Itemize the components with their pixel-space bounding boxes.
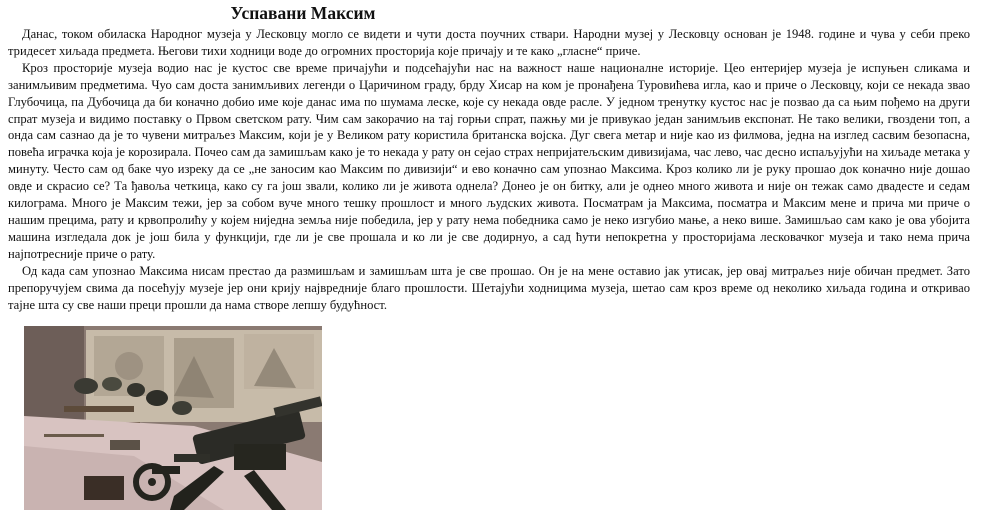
- paragraph-conclusion: Од када сам упознао Максима нисам престао да размишљам и замишљам шта је све прошао. Он је на мене оставио јак утисак, јер овај митраљез није обичан предмет. Зато препоручујем свима да посећују музеје јер они крију највредније благо прошлости. Шетајући ходницима музеја, шетао сам кроз време од неколико хиљада година и откривао тајне шта су све наши преци прошли да нама створе лепшу будућност.: [8, 263, 970, 312]
- paragraph-main: Кроз просторије музеја водио нас је кустос све време причајући и подсећајући нас на важност наше националне историје. Цео ентеријер музеја је испуњен сликама и занимљивим предметима. Чуо сам доста занимљивих легенди о Царичином граду, брду Хисар на ком је пронађена Туровићева игла, као и приче о Лесковцу, који се некада звао Глубочица, па Дубочица да би коначно добио име које данас има по шумама леске, које су некада овде расле. У једном тренутку кустос нас је позвао да са њим пођемо на други спрат музеја и видимо поставку о Првом светском рату. Чим сам закорачио на тај горњи спрат, пажњу ми је привукао један занимљив експонат. Не тако велики, гвоздени топ, а онда сам сазнао да је то чувени митраљез Максим, који је у Великом рату користила британска војска. Дуг свега метар и није као из филмова, једна на изглед сасвим безопасна, повећа играчка која је корозирала. Почео сам да замишљам како је то некада у рату он сејао страх непријатељским дивизијама, час лево, час десно испаљујући на хиљаде метака у минуту. Често сам од баке чуо изреку да се „не заносим као Максим по дивизији“ и ево коначно сам упознао Максима. Кроз колико ли је руку прошао док коначно није дошао овде и скрасио се? Та ђавоља четкица, како су га још звали, колико ли је живота однела? Донео је он битку, али је однео много живота и није он тежак само двадесте и седам килограма. Много је Максим тежи, јер за собом вуче много тешку прошлост и много људских живота. Посматрам ја Максима, посматра и Максим мене и прича ми приче о нашим прецима, рату и крвопролићу у којем ниједна земља није победила, јер у рату нема победника само је неко изгубио мање, а неко више. Замишљао сам како је ова убојита машина изгледала док је још била у функцији, где ли је све прошала и ко ли је све додирнуо, а сад ћути непокретна у просторијама лесковачког музеја и тако нема прича најпотресније приче о рату.: [8, 60, 970, 261]
- article-body: [8, 26, 970, 313]
- museum-machine-gun-photo: [24, 326, 322, 510]
- article-title: Успавани Максим: [230, 3, 376, 23]
- photo-helmet: [74, 378, 98, 394]
- paragraph-intro: Данас, током обиласка Народног музеја у Лесковцу могло се видети и чути доста поучних ствари. Народни музеј у Лесковцу основан је 1948. године и чува у себи преко тридесет хиљада предмета. Његови тихи ходници воде до огромних просторија које причају и те како „гласне“ приче.: [8, 27, 970, 58]
